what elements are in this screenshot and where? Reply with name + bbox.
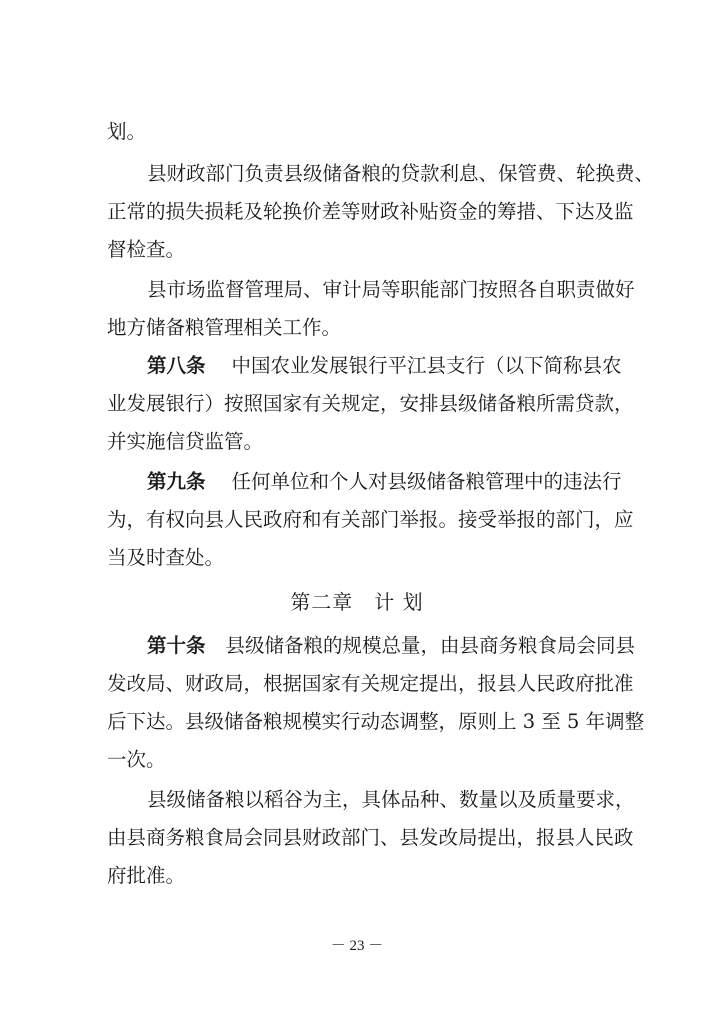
text-line: 后下达。县级储备粮规模实行动态调整，原则上 3 至 5 年调整 — [107, 710, 645, 733]
text-line: 为，有权向县人民政府和有关部门举报。接受举报的部门，应 — [107, 508, 634, 531]
page-number: － 23 － — [330, 938, 384, 954]
text-line: 县市场监督管理局、审计局等职能部门按照各自职责做好 — [147, 278, 635, 301]
text-line: 督检查。 — [107, 238, 186, 261]
text-line: 地方储备粮管理相关工作。 — [107, 316, 342, 339]
article-9-label: 第九条 — [147, 470, 206, 493]
text-line: 并实施信贷监管。 — [107, 430, 264, 453]
article-9-first-line — [147, 470, 622, 494]
text-line: 业发展银行）按照国家有关规定，安排县级储备粮所需贷款， — [107, 392, 634, 415]
text-line: 县财政部门负责县级储备粮的贷款利息、保管费、轮换费、 — [147, 162, 655, 185]
text-line: 由县商务粮食局会同县财政部门、县发改局提出，报县人民政 — [107, 826, 634, 849]
article-8-label: 第八条 — [147, 354, 206, 377]
text-line: 任何单位和个人对县级储备粮管理中的违法行 — [231, 470, 622, 493]
article-10-first-line — [147, 634, 636, 658]
text-line: 中国农业发展银行平江县支行（以下简称县农 — [231, 354, 622, 377]
text-line: 一次。 — [107, 748, 166, 771]
text-line: 正常的损失损耗及轮换价差等财政补贴资金的筹措、下达及监 — [107, 200, 634, 223]
article-8-first-line — [147, 354, 622, 378]
chapter-heading: 第二章 计 划 — [290, 590, 424, 614]
text-line: 当及时查处。 — [107, 546, 225, 569]
text-line: 划。 — [107, 120, 147, 143]
text-line: 发改局、财政局，根据国家有关规定提出，报县人民政府批准 — [107, 672, 634, 695]
article-10-label: 第十条 — [147, 634, 206, 657]
text-line: 府批准。 — [107, 864, 186, 887]
text-line: 县级储备粮以稻谷为主，具体品种、数量以及质量要求， — [147, 788, 635, 811]
text-line: 县级储备粮的规模总量，由县商务粮食局会同县 — [225, 634, 636, 657]
